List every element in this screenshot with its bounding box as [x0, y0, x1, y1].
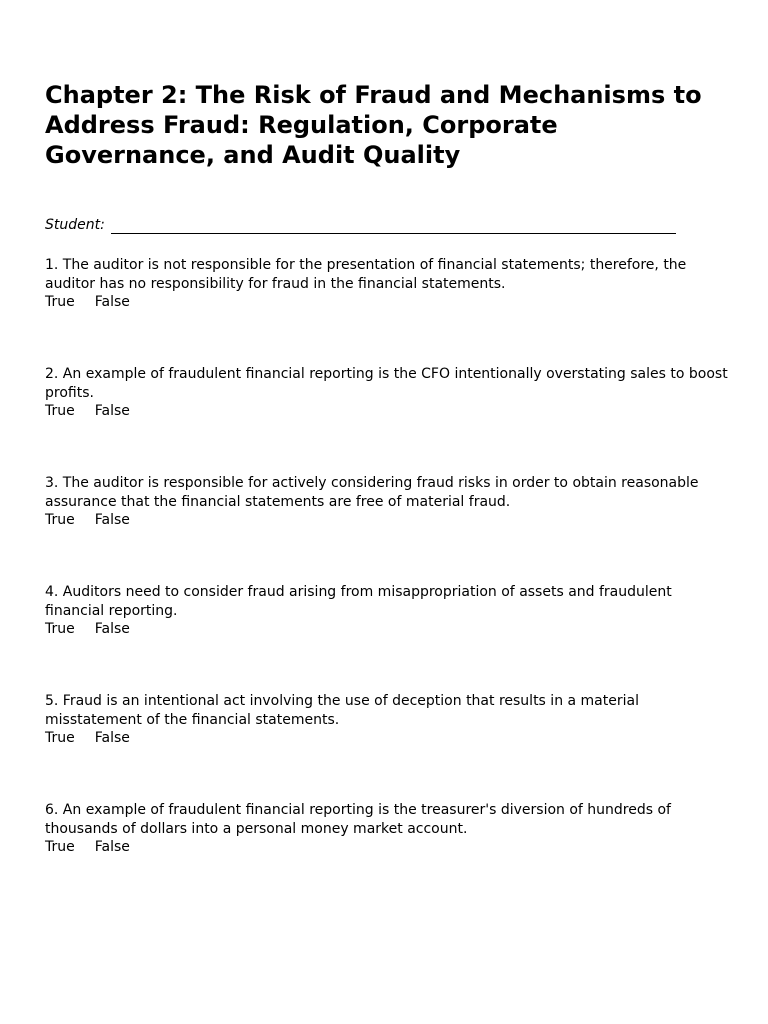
- answer-options: [45, 838, 735, 857]
- question-text: 3. The auditor is responsible for actively considering fraud risks in order to obtain reasonable assurance that the financial statements are free of material fraud.: [45, 475, 699, 510]
- question-3: [45, 474, 735, 583]
- answer-false[interactable]: False: [94, 621, 130, 637]
- answer-false[interactable]: False: [94, 403, 130, 419]
- answer-options: [45, 729, 735, 748]
- question-6: [45, 801, 735, 910]
- answer-false[interactable]: False: [94, 294, 130, 310]
- question-2: [45, 365, 735, 474]
- answer-options: [45, 620, 735, 639]
- student-name-line[interactable]: [111, 219, 676, 234]
- answer-options: [45, 511, 735, 530]
- answer-true[interactable]: True: [45, 730, 75, 746]
- chapter-title: Chapter 2: The Risk of Fraud and Mechanisms to Address Fraud: Regulation, Corporate Governance, and Audit Quality: [45, 81, 702, 169]
- question-text: 1. The auditor is not responsible for the presentation of financial statements; therefore, the auditor has no responsibility for fraud in the financial statements.: [45, 257, 687, 292]
- question-text: 4. Auditors need to consider fraud arising from misappropriation of assets and fraudulent financial reporting.: [45, 584, 672, 619]
- answer-false[interactable]: False: [94, 730, 130, 746]
- question-4: [45, 583, 735, 692]
- question-text: 6. An example of fraudulent financial reporting is the treasurer's diversion of hundreds of thousands of dollars into a personal money market account.: [45, 802, 671, 837]
- document-page: [45, 80, 735, 910]
- answer-false[interactable]: False: [94, 839, 130, 855]
- student-label: Student:: [45, 217, 105, 233]
- question-5: [45, 692, 735, 801]
- student-field: [45, 216, 735, 234]
- answer-true[interactable]: True: [45, 512, 75, 528]
- answer-false[interactable]: False: [94, 512, 130, 528]
- answer-options: [45, 402, 735, 421]
- answer-true[interactable]: True: [45, 403, 75, 419]
- answer-options: [45, 293, 735, 312]
- question-text: 2. An example of fraudulent financial reporting is the CFO intentionally overstating sales to boost profits.: [45, 366, 728, 401]
- answer-true[interactable]: True: [45, 839, 75, 855]
- answer-true[interactable]: True: [45, 621, 75, 637]
- question-text: 5. Fraud is an intentional act involving the use of deception that results in a material misstatement of the financial statements.: [45, 693, 639, 728]
- question-1: [45, 256, 735, 365]
- question-list: [45, 256, 735, 910]
- answer-true[interactable]: True: [45, 294, 75, 310]
